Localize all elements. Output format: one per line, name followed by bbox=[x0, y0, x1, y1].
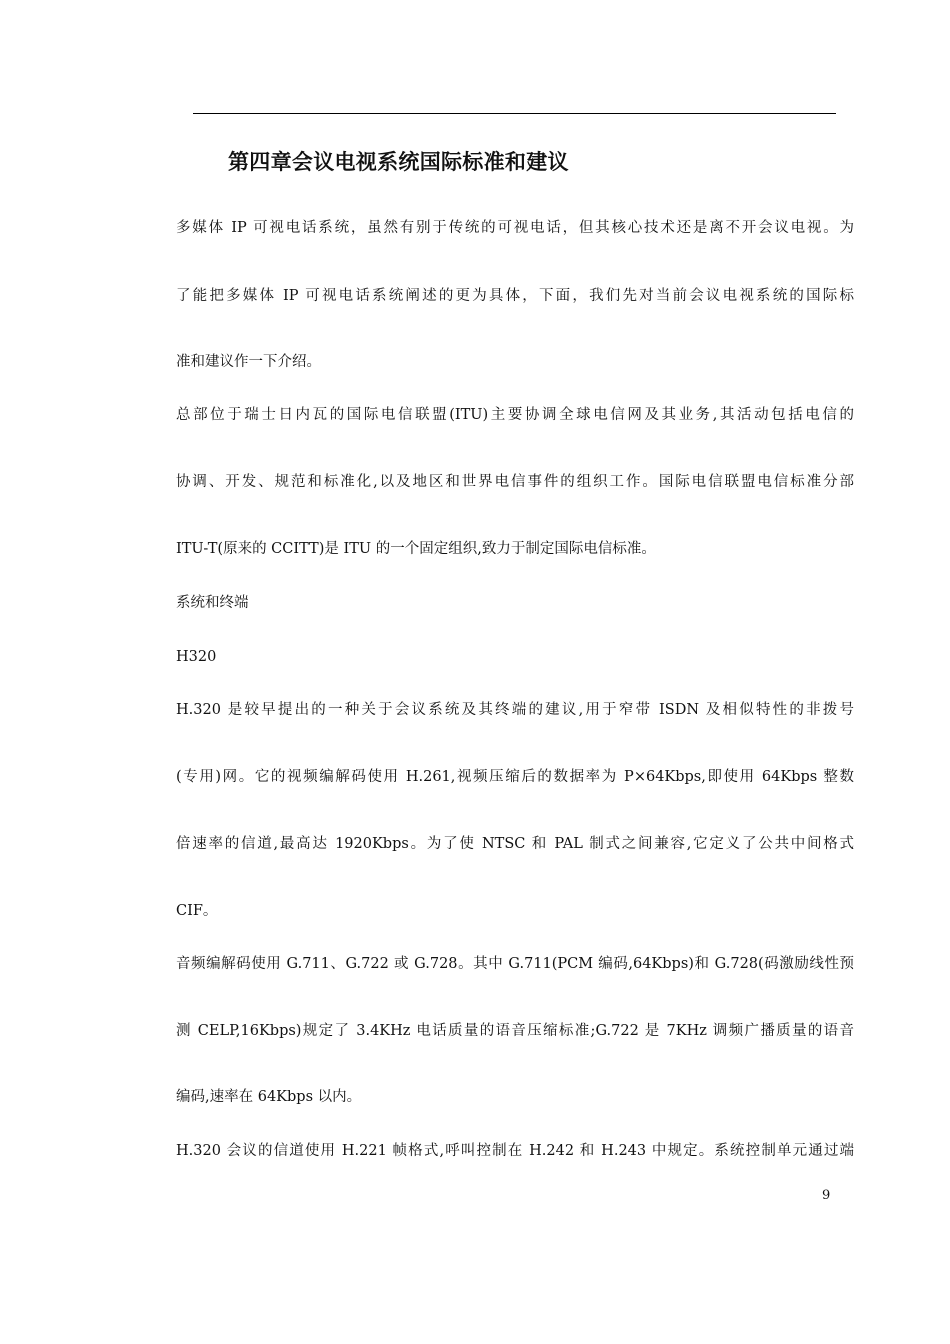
paragraph-line: 倍速率的信道,最高达 1920Kbps。为了使 NTSC 和 PAL 制式之间兼容,它定义了公共中间格式 bbox=[176, 836, 854, 852]
paragraph-line: (专用)网。它的视频编解码使用 H.261,视频压缩后的数据率为 P×64Kbps,即使用 64Kbps 整数 bbox=[176, 769, 854, 785]
section-heading: 系统和终端 bbox=[176, 595, 249, 611]
paragraph-line: CIF。 bbox=[176, 903, 218, 919]
paragraph-line: H.320 会议的信道使用 H.221 帧格式,呼叫控制在 H.242 和 H.243 中规定。系统控制单元通过端 bbox=[176, 1143, 854, 1159]
page-number: 9 bbox=[822, 1188, 831, 1203]
paragraph-line: 准和建议作一下介绍。 bbox=[176, 354, 321, 370]
subsection-heading: H320 bbox=[176, 649, 217, 665]
paragraph-line: 测 CELP,16Kbps)规定了 3.4KHz 电话质量的语音压缩标准;G.722 是 7KHz 调频广播质量的语音 bbox=[176, 1023, 854, 1039]
header-rule bbox=[193, 113, 836, 114]
paragraph-line: H.320 是较早提出的一种关于会议系统及其终端的建议,用于窄带 ISDN 及相似特性的非拨号 bbox=[176, 702, 854, 718]
chapter-title: 第四章会议电视系统国际标准和建议 bbox=[228, 150, 569, 174]
paragraph-line: ITU-T(原来的 CCITT)是 ITU 的一个固定组织,致力于制定国际电信标准。 bbox=[176, 541, 656, 557]
paragraph-line: 了能把多媒体 IP 可视电话系统阐述的更为具体，下面，我们先对当前会议电视系统的国际标 bbox=[176, 288, 854, 304]
paragraph-line: 音频编解码使用 G.711、G.722 或 G.728。其中 G.711(PCM 编码,64Kbps)和 G.728(码激励线性预 bbox=[176, 956, 854, 972]
paragraph-line: 总部位于瑞士日内瓦的国际电信联盟(ITU)主要协调全球电信网及其业务,其活动包括电信的 bbox=[176, 407, 854, 423]
paragraph-line: 多媒体 IP 可视电话系统，虽然有别于传统的可视电话，但其核心技术还是离不开会议电视。为 bbox=[176, 220, 854, 236]
paragraph-line: 协调、开发、规范和标准化,以及地区和世界电信事件的组织工作。国际电信联盟电信标准分部 bbox=[176, 474, 854, 490]
paragraph-line: 编码,速率在 64Kbps 以内。 bbox=[176, 1089, 362, 1105]
